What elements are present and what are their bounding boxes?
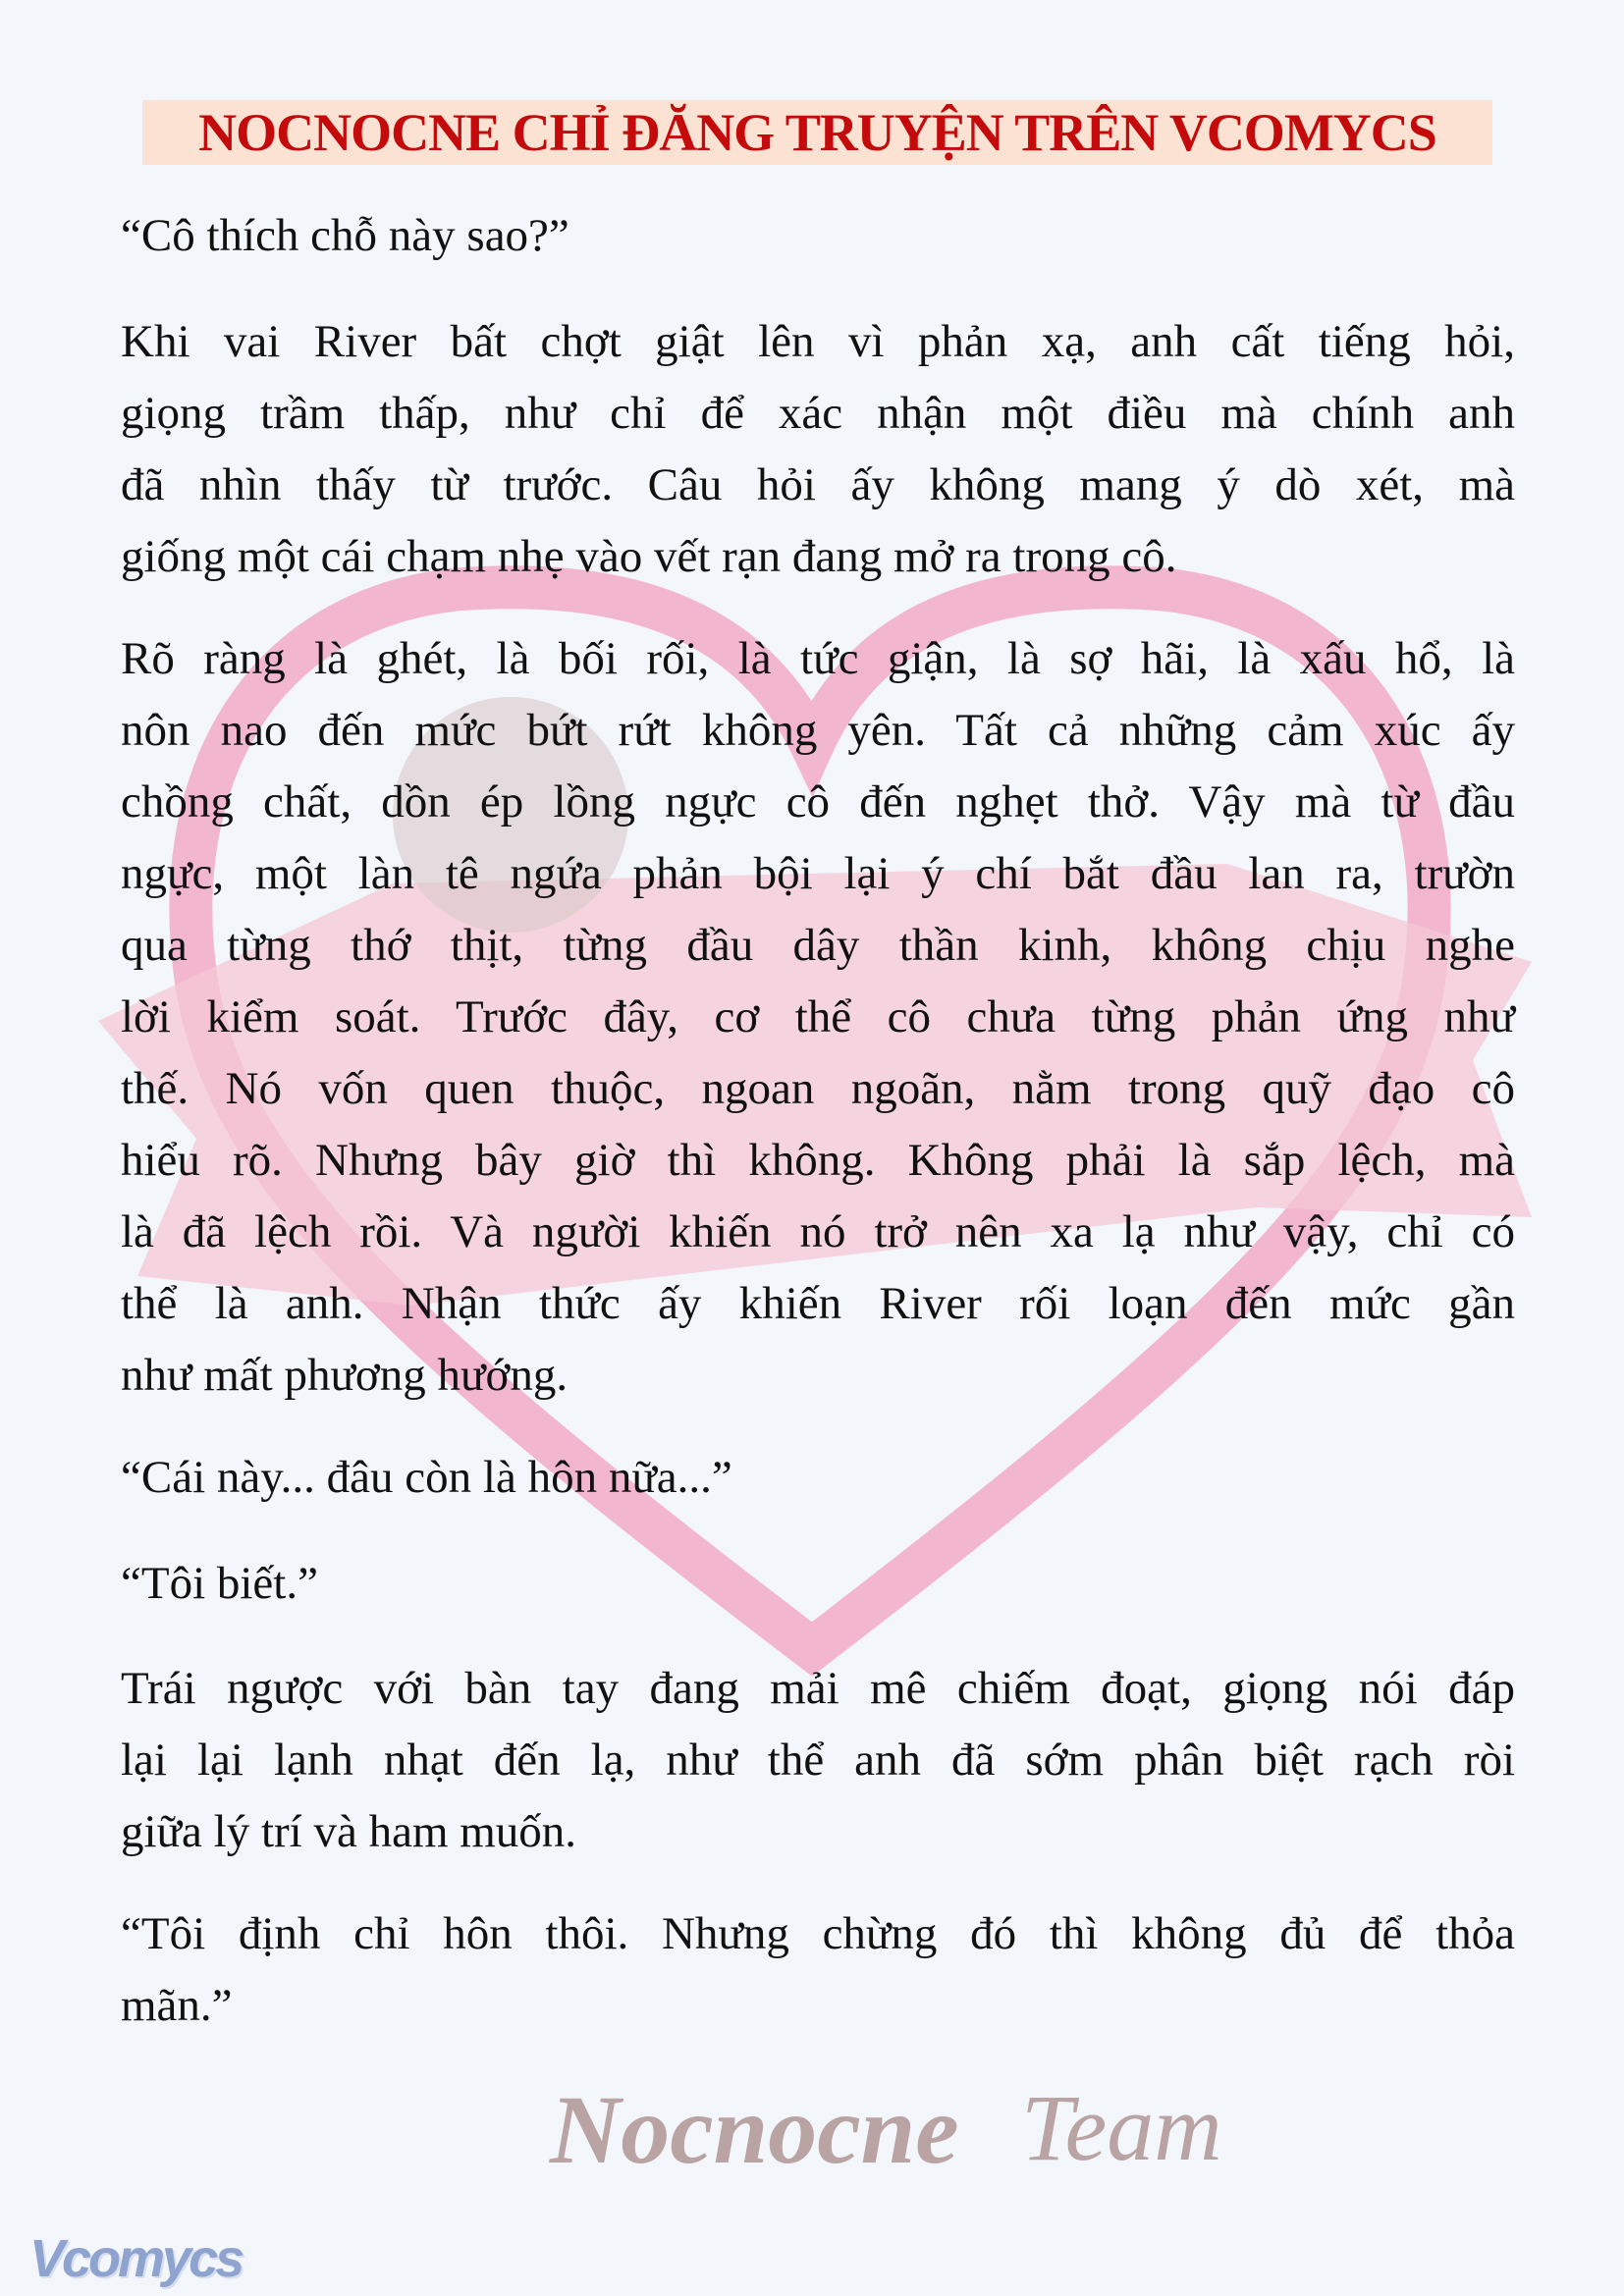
text-line: lời kiểm soát. Trước đây, cơ thể cô chưa từng phản ứng như	[121, 991, 1515, 1042]
header-banner	[142, 100, 1492, 165]
text-line: đã nhìn thấy từ trước. Câu hỏi ấy không mang ý dò xét, mà	[121, 459, 1515, 510]
header-title: NOCNOCNE CHỈ ĐĂNG TRUYỆN TRÊN VCOMYCS	[198, 103, 1436, 162]
text-line: giữa lý trí và ham muốn.	[121, 1806, 577, 1857]
text-line: “Tôi định chỉ hôn thôi. Nhưng chừng đó thì không đủ để thỏa	[121, 1908, 1515, 1959]
paragraph-5	[121, 1548, 1515, 1620]
paragraph-6	[121, 1653, 1515, 1868]
text-line: Trái ngược với bàn tay đang mải mê chiếm đoạt, giọng nói đáp	[121, 1663, 1515, 1714]
text-line: thể là anh. Nhận thức ấy khiến River rối loạn đến mức gần	[121, 1278, 1515, 1329]
text-line: Rõ ràng là ghét, là bối rối, là tức giận, là sợ hãi, là xấu hổ, là	[121, 633, 1515, 684]
watermark-text-nocnocne: Nocnocne	[550, 2075, 959, 2184]
text-line: lại lại lạnh nhạt đến lạ, như thể anh đã sớm phân biệt rạch ròi	[121, 1735, 1515, 1786]
text-line: giống một cái chạm nhẹ vào vết rạn đang mở ra trong cô.	[121, 531, 1177, 582]
text-line: qua từng thớ thịt, từng đầu dây thần kinh, không chịu nghe	[121, 920, 1515, 971]
text-line: ngực, một làn tê ngứa phản bội lại ý chí bắt đầu lan ra, trườn	[121, 848, 1515, 899]
text-line: hiểu rõ. Nhưng bây giờ thì không. Không phải là sắp lệch, mà	[121, 1135, 1515, 1186]
text-line: là đã lệch rồi. Và người khiến nó trở nên xa lạ như vậy, chỉ có	[121, 1206, 1515, 1257]
text-line: nôn nao đến mức bứt rứt không yên. Tất cả những cảm xúc ấy	[121, 705, 1515, 756]
text-line: “Cái này... đâu còn là hôn nữa...”	[121, 1452, 732, 1503]
text-line: “Tôi biết.”	[121, 1558, 318, 1609]
text-line: “Cô thích chỗ này sao?”	[121, 210, 569, 261]
paragraph-4	[121, 1442, 1515, 1514]
paragraph-1	[121, 200, 1515, 272]
text-line: giọng trầm thấp, như chỉ để xác nhận một điều mà chính anh	[121, 388, 1515, 439]
paragraph-2	[121, 306, 1515, 593]
paragraph-3	[121, 623, 1515, 1412]
text-line: thế. Nó vốn quen thuộc, ngoan ngoãn, nằm trong quỹ đạo cô	[121, 1063, 1515, 1114]
watermark-text-team: Team	[1021, 2075, 1222, 2180]
text-line: như mất phương hướng.	[121, 1350, 568, 1401]
paragraph-7	[121, 1898, 1515, 2042]
text-line: Khi vai River bất chợt giật lên vì phản xạ, anh cất tiếng hỏi,	[121, 316, 1515, 367]
text-line: chồng chất, dồn ép lồng ngực cô đến nghẹt thở. Vậy mà từ đầu	[121, 776, 1515, 828]
vcomycs-logo: Vcomycs	[29, 2229, 243, 2288]
text-line: mãn.”	[121, 1980, 233, 2031]
